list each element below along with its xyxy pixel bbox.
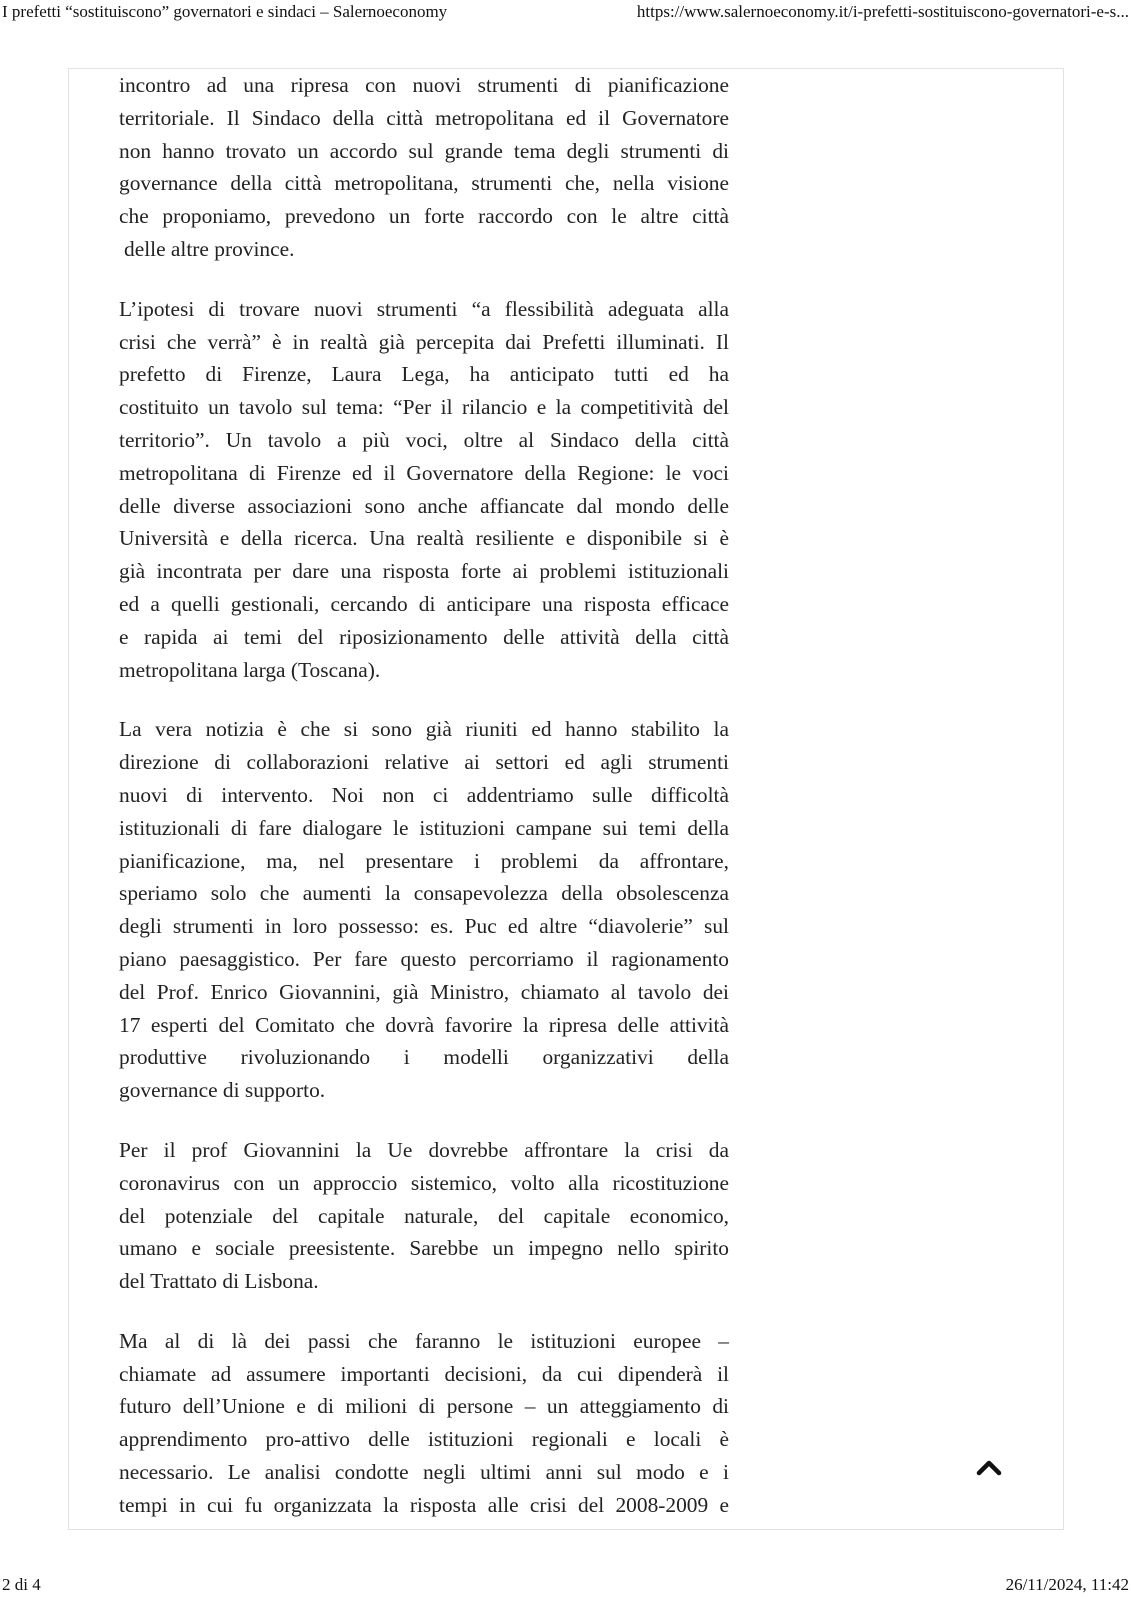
text-line: nuovi di intervento. Noi non ci addentriamo sulle difficoltà bbox=[119, 782, 729, 807]
content-frame bbox=[68, 68, 1064, 1530]
chevron-up-icon bbox=[976, 1458, 1002, 1476]
article-body bbox=[119, 69, 729, 1530]
text-line: produttive rivoluzionando i modelli organizzativi della bbox=[119, 1045, 729, 1070]
text-line: La vera notizia è che si sono già riuniti ed hanno stabilito la bbox=[119, 717, 729, 742]
article-paragraph bbox=[119, 1325, 729, 1522]
article-paragraph bbox=[119, 69, 729, 266]
text-line: futuro dell’Unione e di milioni di persone – un atteggiamento di bbox=[119, 1394, 729, 1419]
text-line: e rapida ai temi del riposizionamento delle attività della città bbox=[119, 624, 729, 649]
print-datetime: 26/11/2024, 11:42 bbox=[1005, 1575, 1129, 1594]
text-line: Per il prof Giovannini la Ue dovrebbe affrontare la crisi da bbox=[119, 1137, 729, 1162]
text-line: incontro ad una ripresa con nuovi strumenti di pianificazione bbox=[119, 73, 729, 97]
text-line: territorio”. Un tavolo a più voci, oltre al Sindaco della città bbox=[119, 427, 729, 452]
text-line: necessario. Le analisi condotte negli ultimi anni sul modo e i bbox=[119, 1460, 729, 1485]
text-line: speriamo solo che aumenti la consapevolezza della obsolescenza bbox=[119, 881, 729, 906]
text-line: crisi che verrà” è in realtà già percepita dai Prefetti illuminati. Il bbox=[119, 329, 729, 354]
text-line: Ma al di là dei passi che faranno le istituzioni europee – bbox=[119, 1328, 729, 1353]
text-line: istituzionali di fare dialogare le istituzioni campane sui temi della bbox=[119, 815, 729, 840]
text-line: ed a quelli gestionali, cercando di anticipare una risposta efficace bbox=[119, 591, 729, 616]
text-line: già incontrata per dare una risposta forte ai problemi istituzionali bbox=[119, 559, 729, 584]
print-footer bbox=[0, 1573, 1131, 1599]
back-to-top-button[interactable] bbox=[971, 1449, 1007, 1485]
text-line: umano e sociale preesistente. Sarebbe un impegno nello spirito bbox=[119, 1236, 729, 1261]
text-line: Università e della ricerca. Una realtà resiliente e disponibile si è bbox=[119, 526, 729, 551]
article-paragraph bbox=[119, 713, 729, 1107]
text-line: metropolitana larga (Toscana). bbox=[119, 657, 381, 682]
text-line: delle diverse associazioni sono anche affiancate dal mondo delle bbox=[119, 493, 729, 518]
article-paragraph bbox=[119, 1134, 729, 1298]
text-line: tempi in cui fu organizzata la risposta alle crisi del 2008-2009 e bbox=[119, 1492, 729, 1517]
text-line: non hanno trovato un accordo sul grande tema degli strumenti di bbox=[119, 138, 729, 163]
text-line: del Trattato di Lisbona. bbox=[119, 1269, 319, 1294]
text-line: L’ipotesi di trovare nuovi strumenti “a flessibilità adeguata alla bbox=[119, 296, 729, 321]
text-line: direzione di collaborazioni relative ai settori ed agli strumenti bbox=[119, 750, 729, 775]
text-line: prefetto di Firenze, Laura Lega, ha anticipato tutti ed ha bbox=[119, 362, 729, 387]
text-line: apprendimento pro-attivo delle istituzioni regionali e locali è bbox=[119, 1427, 729, 1452]
text-line: piano paesaggistico. Per fare questo percorriamo il ragionamento bbox=[119, 946, 729, 971]
page-title: I prefetti “sostituiscono” governatori e sindaci – Salernoeconomy bbox=[2, 2, 448, 21]
text-line: chiamate ad assumere importanti decisioni, da cui dipenderà il bbox=[119, 1361, 729, 1386]
text-line: del Prof. Enrico Giovannini, già Ministro, chiamato al tavolo dei bbox=[119, 979, 729, 1004]
text-line: territoriale. Il Sindaco della città metropolitana ed il Governatore bbox=[119, 105, 729, 130]
text-line: del potenziale del capitale naturale, del capitale economico, bbox=[119, 1203, 729, 1228]
text-line: pianificazione, ma, nel presentare i problemi da affrontare, bbox=[119, 848, 729, 873]
text-line: delle altre province. bbox=[124, 236, 295, 261]
text-line: degli strumenti in loro possesso: es. Puc ed altre “diavolerie” sul bbox=[119, 914, 729, 939]
text-line: coronavirus con un approccio sistemico, volto alla ricostituzione bbox=[119, 1170, 729, 1195]
page-number: 2 di 4 bbox=[2, 1575, 41, 1594]
text-line: 17 esperti del Comitato che dovrà favorire la ripresa delle attività bbox=[119, 1012, 729, 1037]
article-paragraph bbox=[119, 293, 729, 687]
text-line: metropolitana di Firenze ed il Governatore della Regione: le voci bbox=[119, 460, 729, 485]
print-header bbox=[0, 0, 1131, 26]
text-line: che proponiamo, prevedono un forte raccordo con le altre città bbox=[119, 204, 729, 229]
text-line: governance della città metropolitana, strumenti che, nella visione bbox=[119, 171, 729, 196]
page-url: https://www.salernoeconomy.it/i-prefetti-sostituiscono-governatori-e-s... bbox=[636, 2, 1129, 21]
text-line: costituito un tavolo sul tema: “Per il rilancio e la competitività del bbox=[119, 395, 729, 420]
text-line: governance di supporto. bbox=[119, 1078, 326, 1103]
